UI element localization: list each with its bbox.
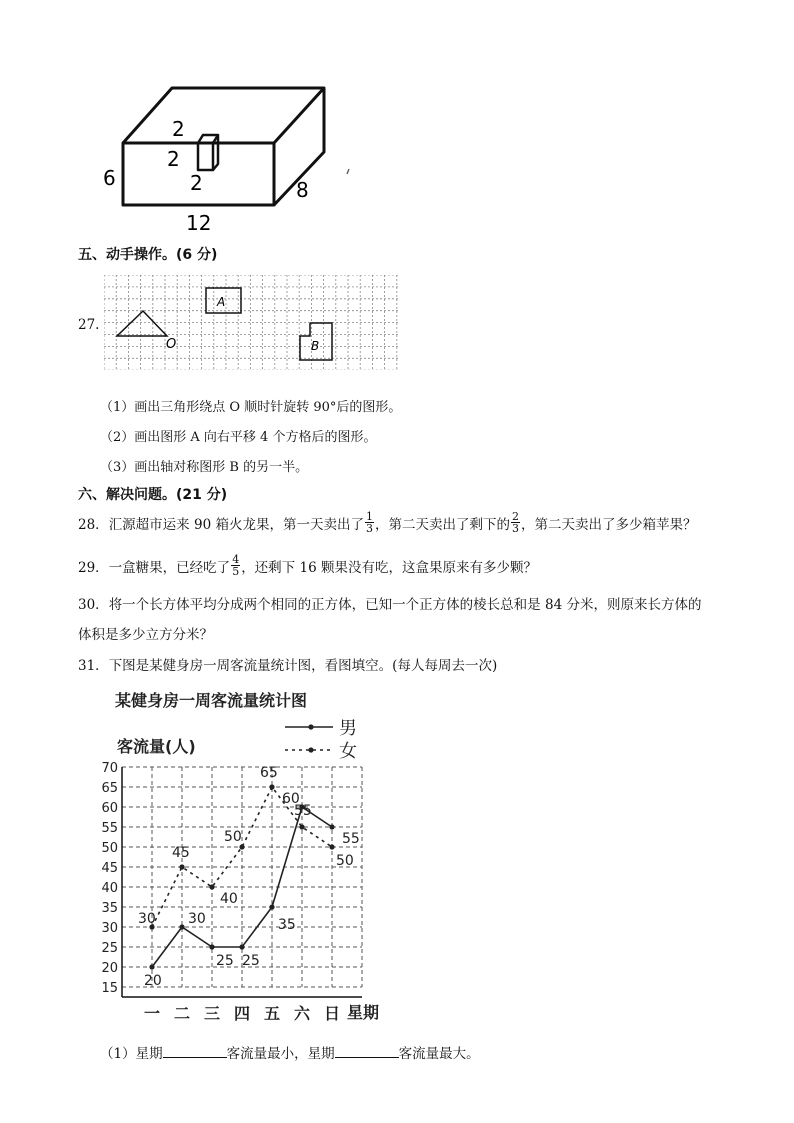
q28 — [78, 510, 697, 537]
data-point — [209, 884, 214, 889]
y-tick-label: 30 — [101, 921, 118, 936]
q27-part1: （1）画出三角形绕点 O 顺时针旋转 90°后的图形。 — [100, 400, 402, 415]
x-tick-label: 五 — [263, 1004, 281, 1023]
y-tick-label: 25 — [101, 941, 118, 956]
y-tick-label: 70 — [101, 761, 118, 776]
y-tick-label: 15 — [101, 981, 118, 996]
data-label: 20 — [144, 973, 162, 989]
q28-text-c: ，第二天卖出了多少箱苹果？ — [520, 517, 697, 533]
data-point — [329, 824, 334, 829]
label-depth: 8 — [296, 178, 309, 202]
legend-marker — [308, 724, 313, 729]
label-length: 12 — [186, 211, 212, 235]
q29-text-b: ，还剩下 16 颗果没有吃，这盒果原来有多少颗？ — [241, 560, 537, 576]
data-label: 25 — [216, 953, 234, 969]
data-point — [149, 964, 154, 969]
data-label: 30 — [188, 911, 206, 927]
q28-fraction-2: $\frac{2}{3}$ — [511, 510, 519, 535]
data-point — [239, 844, 244, 849]
data-point — [299, 824, 304, 829]
x-tick-label: 一 — [143, 1004, 161, 1023]
label-shape-a: A — [217, 295, 226, 309]
data-label: 40 — [220, 891, 238, 907]
data-point — [179, 924, 184, 929]
legend-marker — [308, 747, 313, 752]
data-point — [269, 784, 274, 789]
data-label: 55 — [342, 831, 360, 847]
q30-line1 — [78, 593, 701, 613]
y-tick-label: 20 — [101, 961, 118, 976]
chart-legend — [285, 718, 357, 762]
q31-text: 下图是某健身房一周客流量统计图，看图填空。(每人每周去一次) — [108, 658, 498, 674]
q28-text-a: 汇源超市运来 90 箱火龙果，第一天卖出了 — [108, 517, 364, 533]
x-tick-label: 六 — [293, 1004, 311, 1023]
y-tick-label: 40 — [101, 881, 118, 896]
y-tick-label: 55 — [101, 821, 118, 836]
chart-ylabel: 客流量(人) — [117, 737, 196, 756]
x-tick-label: 三 — [203, 1004, 221, 1023]
section5-heading: 五、动手操作。(6 分) — [78, 247, 218, 263]
data-label: 45 — [172, 845, 190, 861]
q31-number: 31． — [78, 658, 109, 674]
q27-grid-figure — [104, 275, 398, 370]
label-point-o: O — [166, 337, 177, 352]
label-notch-bottom: 2 — [190, 171, 203, 195]
legend-label: 女 — [339, 741, 357, 762]
q31 — [78, 654, 497, 674]
label-height: 6 — [103, 166, 116, 190]
data-point — [209, 944, 214, 949]
q27-number: 27. — [78, 317, 100, 333]
y-tick-label: 50 — [101, 841, 118, 856]
q31-part1-text-c: 客流量最大。 — [398, 1046, 480, 1062]
answer-blank-max-day[interactable] — [335, 1045, 399, 1058]
q29-fraction: $\frac{4}{5}$ — [232, 553, 240, 578]
data-label: 65 — [260, 765, 278, 781]
data-point — [329, 844, 334, 849]
data-label: 60 — [282, 791, 300, 807]
y-tick-label: 65 — [101, 781, 118, 796]
q31-part1-text-a: （1）星期 — [100, 1046, 163, 1062]
x-tick-label: 四 — [233, 1004, 251, 1023]
label-notch-left: 2 — [167, 147, 180, 171]
y-tick-label: 35 — [101, 901, 118, 916]
box-top-face — [123, 88, 324, 143]
data-label: 30 — [138, 911, 156, 927]
label-notch-top: 2 — [172, 117, 185, 141]
q30-text-line1: 将一个长方体平均分成两个相同的正方体，已知一个正方体的棱长总和是 84 分米，则原来长方体的 — [108, 597, 702, 613]
data-point — [179, 864, 184, 869]
q29-text-a: 一盒糖果，已经吃了 — [108, 560, 231, 576]
q29 — [78, 553, 537, 580]
data-label: 25 — [242, 953, 260, 969]
label-shape-b: B — [311, 339, 320, 353]
data-point — [269, 904, 274, 909]
x-tick-label: 日 — [323, 1004, 341, 1023]
section6-heading: 六、解决问题。(21 分) — [78, 487, 228, 503]
triangle-shape — [117, 311, 167, 336]
legend-label: 男 — [339, 718, 357, 739]
data-label: 50 — [224, 829, 242, 845]
chart-xlabel: 星期 — [347, 1003, 380, 1022]
q31-part1-text-b: 客流量最小，星期 — [226, 1046, 335, 1062]
y-tick-label: 45 — [101, 861, 118, 876]
chart-title: 某健身房一周客流量统计图 — [115, 691, 308, 710]
q27-part2: （2）画出图形 A 向右平移 4 个方格后的图形。 — [100, 430, 377, 445]
q30-number: 30． — [78, 597, 109, 613]
x-tick-label: 二 — [173, 1004, 191, 1023]
q28-fraction-1: $\frac{1}{3}$ — [365, 510, 373, 535]
q28-text-b: ，第二天卖出了剩下的 — [374, 517, 510, 533]
y-tick-label: 60 — [101, 801, 118, 816]
data-label: 35 — [278, 917, 296, 933]
q30-line2: 体积是多少立方分米？ — [78, 627, 213, 643]
data-point — [239, 944, 244, 949]
box-figure — [90, 80, 370, 240]
q29-number: 29． — [78, 560, 109, 576]
q27-part3: （3）画出轴对称图形 B 的另一半。 — [100, 460, 309, 475]
notch-cut — [198, 135, 218, 170]
data-label: 50 — [336, 853, 354, 869]
line-chart — [95, 682, 425, 1027]
data-label: 55 — [294, 803, 312, 819]
q31-part1 — [100, 1042, 480, 1062]
q28-number: 28． — [78, 517, 109, 533]
answer-blank-min-day[interactable] — [163, 1045, 227, 1058]
